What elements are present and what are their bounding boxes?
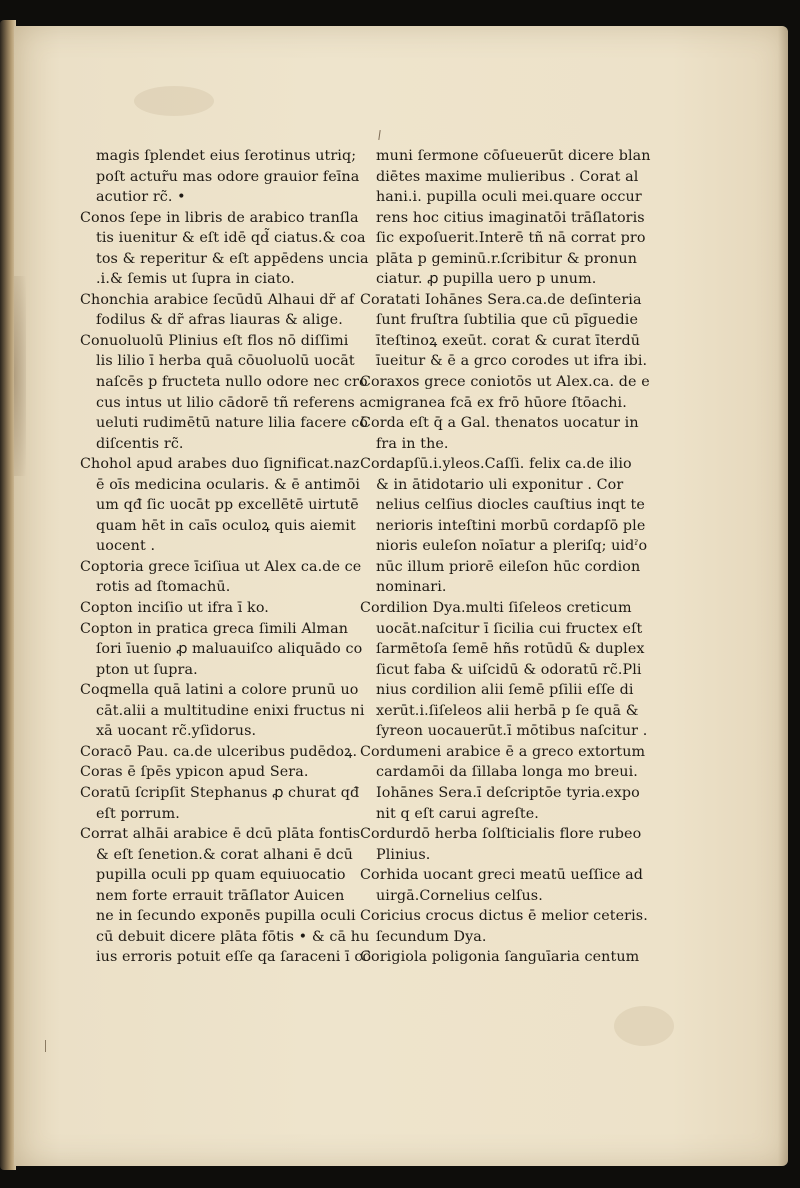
text-line: ueluti rudimētū nature lilia facere cō [96, 415, 369, 432]
text-line: nit q eſt carui agreſte. [376, 805, 539, 822]
text-line: Coracō Pau. ca.de ulceribus pudēdoꝝ. [80, 743, 358, 760]
text-line: uocent . [96, 538, 156, 555]
text-line: Copton inciſio ut ifra ī ko. [80, 600, 269, 617]
text-line: Conos ſepe in libris de arabico tranſla [80, 209, 359, 226]
text-line: ſyreon uocauerūt.ī mōtibus naſcitur . [376, 723, 648, 740]
text-line: nius cordilion alii ſemē pſilii eſſe di [376, 682, 634, 699]
text-line: nūc illum priorē eileſon hūc cordion [376, 558, 641, 575]
text-line: uirgā.Cornelius celſus. [376, 887, 543, 904]
page-foxing [614, 1006, 674, 1046]
page-stain [14, 276, 26, 476]
text-line: tis iuenitur & eſt idē qd̃ ciatus.& coa [96, 230, 366, 247]
text-line: nelius celſius diocles cauſtius inqt te [376, 497, 645, 514]
text-line: ciatur. ꝓ pupilla uero p unum. [376, 271, 597, 288]
text-line: pupilla oculi pp quam equiuocatio [96, 867, 346, 884]
text-line: īteſtinoꝝ exeūt. corat & curat īterdū [376, 332, 641, 349]
text-line: īueitur & ē a grco corodes ut ifra ibi. [376, 353, 648, 370]
margin-mark [45, 1040, 46, 1052]
text-line: Iohānes Sera.ī deſcriptōe tyria.expo [376, 784, 640, 801]
text-line: tos & reperitur & eſt appēdens uncia [96, 250, 369, 267]
text-line: ſicut faba & uiſcidū & odoratū rc̃.Pli [376, 661, 642, 678]
text-line: .i.& ſemis ut ſupra in ciato. [96, 271, 295, 288]
text-line: ſecundum Dya. [376, 928, 487, 945]
text-line: Cordumeni arabice ē a greco extortum [360, 743, 646, 760]
text-line: ne in ſecundo exponēs pupilla oculi [96, 908, 356, 925]
text-line: Conuoluolū Plinius eſt flos nō diſſimi [80, 332, 349, 349]
page-foxing [134, 86, 214, 116]
text-line: Cordurdō herba ſolſticialis flore rubeo [360, 826, 642, 843]
text-line: Plinius. [376, 846, 431, 863]
text-line: Chohol apud arabes duo ſignificat.naz [80, 456, 360, 473]
text-line: nerioris inteſtini morbū cordapſō ple [376, 517, 646, 534]
text-line: plāta p geminū.r.ſcribitur & pronun [376, 250, 638, 267]
text-line: ſarmētoſa ſemē hñs rotūdū & duplex [376, 641, 645, 658]
text-line: hani.i. pupilla oculi mei.quare occur [376, 189, 642, 206]
text-line: Corda eſt q̄ a Gal. thenatos uocatur in [360, 415, 639, 432]
right-text-column [360, 146, 651, 968]
text-line: cāt.alii a multitudine enixi fructus ni [96, 702, 365, 719]
text-line: Coratati Iohānes Sera.ca.de deſinteria [360, 291, 642, 308]
text-line: Coricius crocus dictus ē melior ceteris. [360, 908, 648, 925]
text-line: nominari. [376, 579, 447, 596]
text-line: Cordilion Dya.multi ſiſeleos creticum [360, 600, 632, 617]
text-line: magis ſplendet eius ſerotinus utriq; [96, 148, 357, 164]
text-line: Copton in pratica greca ſimili Alman [80, 620, 349, 637]
text-line: fodilus & dr̃ afras liauras & alige. [96, 312, 343, 329]
text-line: Coras ē ſpēs ypicon apud Sera. [80, 764, 309, 781]
text-line: ſic expoſuerit.Interē tñ nā corrat pro [376, 230, 646, 247]
text-line: cus intus ut lilio cādorē tñ referens ac [96, 394, 377, 411]
text-line: quam hēt in caīs oculoꝝ quis aiemit [96, 517, 356, 534]
text-line: naſcēs p fructeta nullo odore nec cro [96, 374, 368, 391]
text-line: Coratū ſcripſit Stephanus ꝓ churat qđ [80, 784, 360, 801]
text-line: Corigiola poligonia ſanguīaria centum [360, 949, 640, 966]
text-line: nem forte errauit trāſlator Auicen [96, 887, 345, 904]
left-text-column [80, 146, 375, 968]
text-line: migranea fcā ex frō hūore ſtōachi. [376, 394, 627, 411]
text-line: lis lilio ī herba quā cōuoluolū uocāt [96, 353, 355, 370]
text-line: ius erroris potuit eſſe qa ſaraceni ī cō [96, 949, 372, 966]
text-line: pton ut ſupra. [96, 661, 198, 678]
text-line: Corhida uocant greci meatū ueſſice ad [360, 867, 644, 884]
text-line: Corrat alhāi arabice ē dcū plāta fontis [80, 826, 361, 843]
text-line: rens hoc citius imaginatōi trāſlatoris [376, 209, 645, 226]
text-line: Chonchia arabice ſecūdū Alhaui dr̃ af [80, 291, 355, 308]
text-line: muni ſermone cōſueuerūt dicere blan [376, 148, 651, 164]
text-line: cū debuit dicere plāta fōtis • & cā hu [96, 928, 370, 945]
page-edge-shadow [778, 26, 788, 1166]
text-line: Coraxos grece coniotōs ut Alex.ca. de e [360, 374, 650, 391]
text-line: xā uocant rc̃.yſidorus. [96, 723, 257, 740]
text-line: um qđ ſic uocāt pp excellētē uirtutē [96, 497, 359, 514]
text-line: diētes maxime mulieribus . Corat al [376, 168, 639, 185]
text-line: Cordapſū.i.yleos.Caſſi. felix ca.de ilio [360, 456, 632, 473]
text-line: ſori īuenio ꝓ maluauiſco aliquādo co [96, 641, 363, 658]
text-line: Coptoria grece īciſiua ut Alex ca.de ce [80, 558, 362, 575]
text-line: uocāt.naſcitur ī ſicilia cui fructex eſt [376, 620, 643, 637]
text-line: nioris euleſon noīatur a pleriſq; uidˀo [376, 538, 648, 555]
text-line: rotis ad ſtomachū. [96, 579, 231, 596]
text-line: & eſt ſenetion.& corat alhani ē dcū [96, 846, 353, 863]
text-line: ſunt fruſtra ſubtilia que cū pīguedie [376, 312, 639, 329]
text-line: ē oīs medicina ocularis. & ē antimōi [96, 476, 361, 493]
text-line: Coqmella quā latini a colore prunū uo [80, 682, 359, 699]
text-line: diſcentis rc̃. [96, 435, 184, 452]
text-line: fra in the. [376, 435, 449, 452]
text-line: eſt porrum. [96, 805, 180, 822]
text-line: poſt actur̃u mas odore grauior feīna [96, 168, 360, 185]
text-line: cardamōi da ſillaba longa mo breui. [376, 764, 638, 781]
text-line: acutior rc̃. • [96, 189, 186, 206]
text-line: & in ātidotario uli exponitur . Cor [376, 476, 624, 493]
text-line: xerūt.i.ſiſeleos alii herbā p ſe quā & [376, 702, 639, 719]
